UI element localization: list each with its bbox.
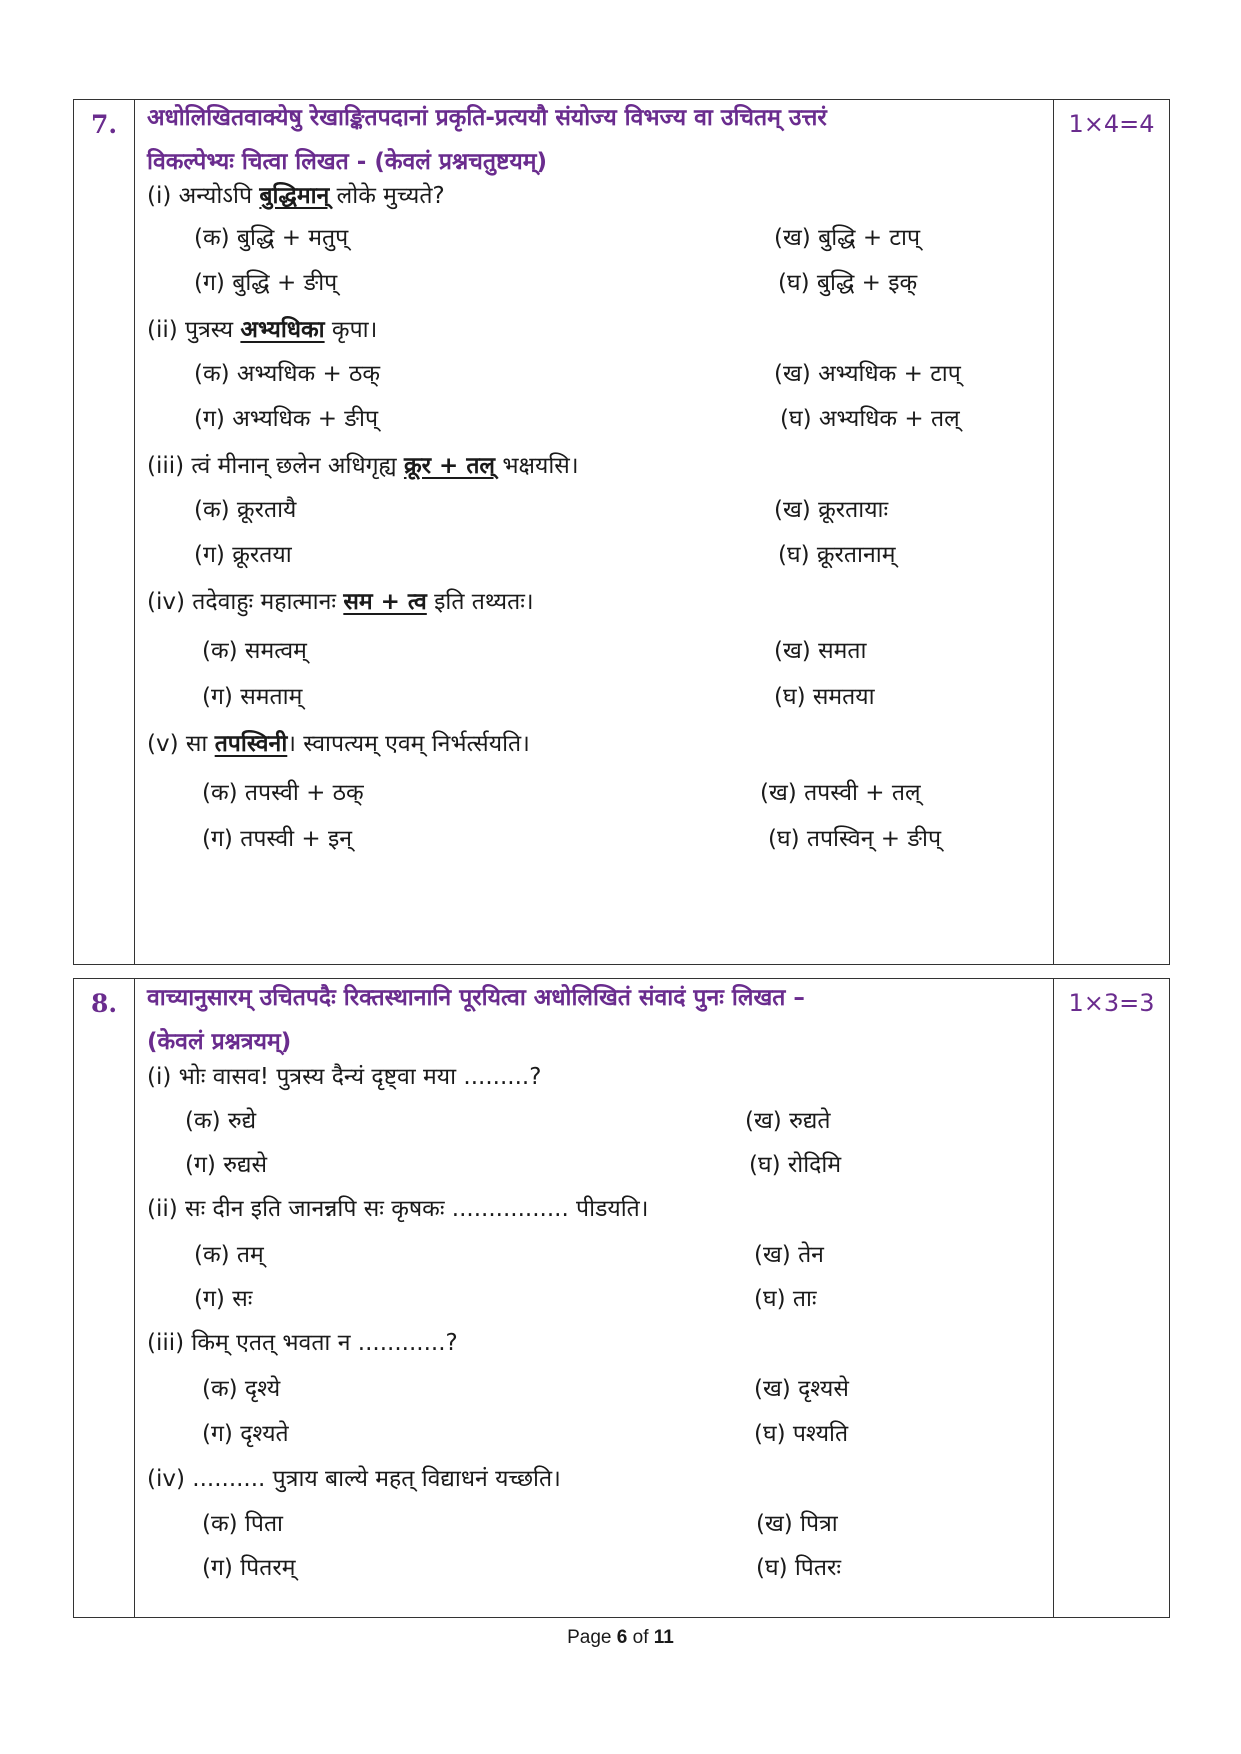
question-number: 7. bbox=[90, 110, 118, 139]
option-kha[interactable]: (ख) बुद्धि + टाप् bbox=[774, 225, 921, 251]
option-ka[interactable]: (क) बुद्धि + मतुप् bbox=[194, 225, 349, 251]
sub-question-4: (iv) तदेवाहुः महात्मानः सम + त्व इति तथ्यतः। bbox=[147, 589, 534, 615]
column-divider bbox=[134, 979, 135, 1617]
option-kha[interactable]: (ख) तेन bbox=[754, 1242, 824, 1268]
question-heading bbox=[147, 976, 1047, 1064]
question-number: 8. bbox=[90, 989, 118, 1018]
option-ga[interactable]: (ग) तपस्वी + इन् bbox=[202, 826, 353, 852]
option-ka[interactable]: (क) क्रूरतायै bbox=[194, 497, 297, 523]
option-gha[interactable]: (घ) बुद्धि + इक् bbox=[778, 270, 918, 296]
option-ga[interactable]: (ग) अभ्यधिक + ङीप् bbox=[194, 406, 379, 432]
sub-question-2: (ii) पुत्रस्य अभ्यधिका कृपा। bbox=[147, 317, 378, 343]
underlined-word: बुद्धिमान् bbox=[259, 183, 330, 209]
underlined-word: सम + त्व bbox=[343, 589, 427, 615]
heading-line-2: (केवलं प्रश्नत्रयम्) bbox=[147, 1029, 292, 1055]
option-gha[interactable]: (घ) समतया bbox=[774, 684, 875, 710]
option-ga[interactable]: (ग) रुद्यसे bbox=[185, 1152, 267, 1178]
option-kha[interactable]: (ख) तपस्वी + तल् bbox=[760, 780, 921, 806]
option-ga[interactable]: (ग) बुद्धि + ङीप् bbox=[194, 270, 338, 296]
option-ga[interactable]: (ग) सः bbox=[194, 1286, 253, 1312]
question-heading bbox=[147, 96, 1047, 184]
column-divider bbox=[1053, 100, 1054, 964]
option-gha[interactable]: (घ) क्रूरतानाम् bbox=[778, 542, 896, 568]
question-7-box bbox=[73, 99, 1170, 965]
option-gha[interactable]: (घ) अभ्यधिक + तल् bbox=[780, 406, 960, 432]
option-kha[interactable]: (ख) दृश्यसे bbox=[754, 1376, 849, 1402]
question-8-box bbox=[73, 978, 1170, 1618]
marks-label: 1×3=3 bbox=[1068, 989, 1155, 1017]
option-ga[interactable]: (ग) पितरम् bbox=[202, 1555, 296, 1581]
option-ka[interactable]: (क) रुद्ये bbox=[185, 1108, 257, 1134]
option-ga[interactable]: (ग) समताम् bbox=[202, 684, 303, 710]
underlined-word: क्रूर + तल् bbox=[403, 453, 496, 479]
underlined-word: अभ्यधिका bbox=[240, 317, 325, 343]
option-gha[interactable]: (घ) ताः bbox=[754, 1286, 817, 1312]
option-gha[interactable]: (घ) पश्यति bbox=[754, 1421, 849, 1447]
sub-question-3: (iii) किम् एतत् भवता न ............? bbox=[147, 1330, 458, 1356]
current-page: 6 bbox=[616, 1627, 628, 1648]
option-kha[interactable]: (ख) पित्रा bbox=[756, 1511, 838, 1537]
underlined-word: तपस्विनी bbox=[214, 731, 288, 757]
page-footer: Page 6 of 11 bbox=[567, 1627, 674, 1648]
option-ka[interactable]: (क) अभ्यधिक + ठक् bbox=[194, 361, 381, 387]
sub-question-1: (i) अन्योऽपि बुद्धिमान् लोके मुच्यते? bbox=[147, 183, 445, 209]
column-divider bbox=[134, 100, 135, 964]
heading-line-2: विकल्पेभ्यः चित्वा लिखत - (केवलं प्रश्नचतुष्टयम्) bbox=[147, 149, 548, 175]
option-kha[interactable]: (ख) क्रूरतायाः bbox=[774, 497, 889, 523]
option-ka[interactable]: (क) समत्वम् bbox=[202, 638, 307, 664]
heading-line-1: अधोलिखितवाक्येषु रेखाङ्कितपदानां प्रकृति-प्रत्ययौ संयोज्य विभज्य वा उचितम् उत्तरं bbox=[147, 105, 827, 131]
option-kha[interactable]: (ख) रुद्यते bbox=[745, 1108, 831, 1134]
total-pages: 11 bbox=[653, 1627, 674, 1648]
heading-line-1: वाच्यानुसारम् उचितपदैः रिक्तस्थानानि पूरयित्वा अधोलिखितं संवादं पुनः लिखत – bbox=[147, 985, 805, 1011]
sub-question-2: (ii) सः दीन इति जानन्नपि सः कृषकः ................ पीडयति। bbox=[147, 1196, 649, 1222]
option-kha[interactable]: (ख) समता bbox=[774, 638, 867, 664]
option-ga[interactable]: (ग) दृश्यते bbox=[202, 1421, 289, 1447]
option-ga[interactable]: (ग) क्रूरतया bbox=[194, 542, 292, 568]
sub-question-1: (i) भोः वासव! पुत्रस्य दैन्यं दृष्ट्वा मया .........? bbox=[147, 1064, 542, 1090]
marks-label: 1×4=4 bbox=[1068, 110, 1155, 138]
column-divider bbox=[1053, 979, 1054, 1617]
option-ka[interactable]: (क) पिता bbox=[202, 1511, 284, 1537]
option-kha[interactable]: (ख) अभ्यधिक + टाप् bbox=[774, 361, 961, 387]
option-gha[interactable]: (घ) रोदिमि bbox=[749, 1152, 842, 1178]
option-gha[interactable]: (घ) पितरः bbox=[756, 1555, 842, 1581]
option-ka[interactable]: (क) तम् bbox=[194, 1242, 264, 1268]
option-gha[interactable]: (घ) तपस्विन् + ङीप् bbox=[768, 826, 942, 852]
sub-question-5: (v) सा तपस्विनी। स्वापत्यम् एवम् निर्भर्त्सयति। bbox=[147, 731, 530, 757]
sub-question-3: (iii) त्वं मीनान् छलेन अधिगृह्य क्रूर + तल् भक्षयसि। bbox=[147, 453, 579, 479]
option-ka[interactable]: (क) तपस्वी + ठक् bbox=[202, 780, 364, 806]
sub-question-4: (iv) .......... पुत्राय बाल्ये महत् विद्याधनं यच्छति। bbox=[147, 1466, 561, 1492]
option-ka[interactable]: (क) दृश्ये bbox=[202, 1376, 281, 1402]
